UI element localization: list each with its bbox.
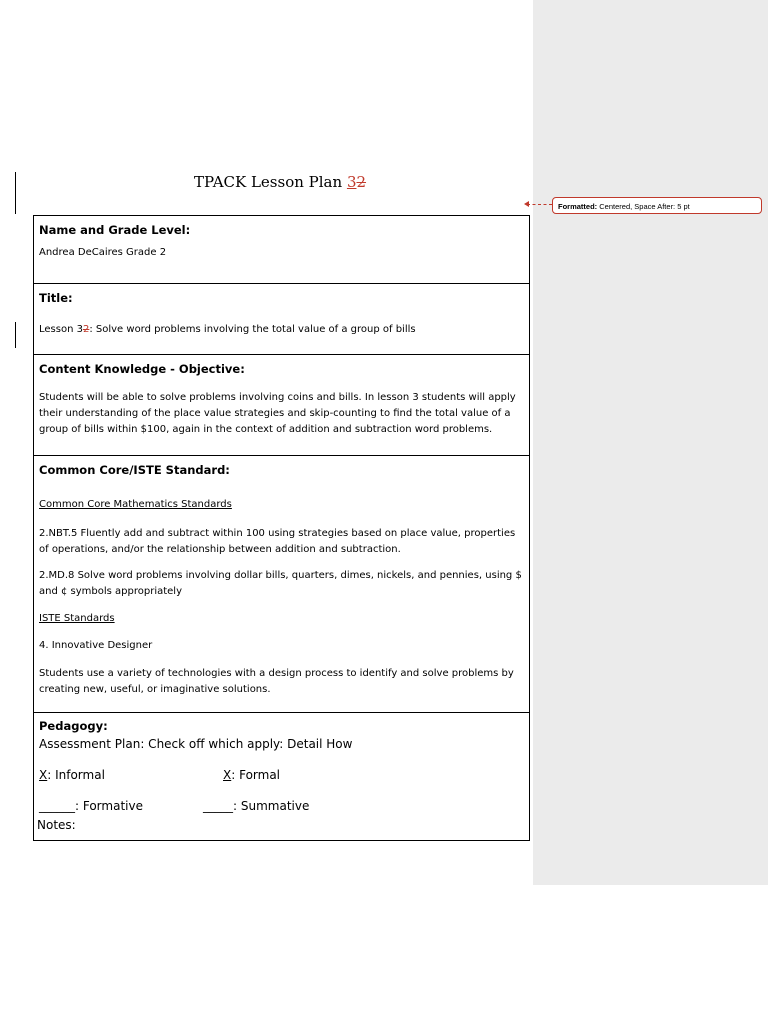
objective-heading: Content Knowledge - Objective:	[39, 362, 245, 376]
formative-option: ______: Formative	[39, 799, 143, 813]
notes-label: Notes:	[37, 818, 76, 832]
assessment-plan-line: Assessment Plan: Check off which apply: Detail How	[39, 737, 353, 751]
change-bar-lesson	[15, 322, 16, 348]
section-standards	[34, 456, 529, 713]
summative-option: _____: Summative	[203, 799, 310, 813]
lesson-plan-table	[33, 215, 530, 841]
name-grade-value: Andrea DeCaires Grade 2	[39, 247, 167, 258]
iste-item: 4. Innovative Designer	[39, 640, 153, 651]
objective-line: their understanding of the place value strategies and skip-counting to find the total value of a	[39, 408, 511, 419]
iste-line: Students use a variety of technologies with a design process to identify and solve problems by	[39, 668, 514, 679]
title-inserted-number: 3	[346, 173, 357, 191]
comment-text: Centered, Space After: 5 pt	[599, 202, 690, 211]
iste-line: creating new, useful, or imaginative solutions.	[39, 684, 271, 695]
md-line: and ¢ symbols appropriately	[39, 586, 183, 597]
comment-margin-pane	[533, 0, 768, 885]
pedagogy-heading: Pedagogy:	[39, 719, 108, 733]
iste-standards-heading: ISTE Standards	[39, 613, 115, 624]
nbt-line: 2.NBT.5 Fluently add and subtract within 100 using strategies based on place value, properties	[39, 528, 516, 539]
title-text: TPACK Lesson Plan	[193, 173, 347, 191]
section-name-grade	[34, 216, 529, 284]
standards-heading: Common Core/ISTE Standard:	[39, 463, 230, 477]
comment-connector	[527, 204, 552, 205]
comment-anchor-arrow	[524, 201, 529, 207]
informal-check-mark: X	[39, 768, 48, 782]
cc-standards-heading: Common Core Mathematics Standards	[39, 499, 232, 510]
objective-line: Students will be able to solve problems involving coins and bills. In lesson 3 students will apply	[39, 392, 516, 403]
formal-check-mark: X	[223, 768, 232, 782]
formal-label: : Formal	[231, 768, 281, 782]
section-objective	[34, 355, 529, 456]
objective-line: group of bills within $100, again in the context of addition and subtraction word problems.	[39, 424, 493, 435]
nbt-line: of operations, and/or the relationship between addition and subtraction.	[39, 544, 401, 555]
lesson-deleted-number: 2	[82, 324, 90, 335]
name-grade-heading: Name and Grade Level:	[39, 223, 191, 237]
format-comment-balloon[interactable]	[552, 197, 762, 214]
title-heading: Title:	[39, 291, 73, 305]
page-title	[0, 173, 560, 191]
title-deleted-number: 2	[356, 173, 367, 191]
lesson-prefix: Lesson 3	[39, 324, 83, 335]
formal-option	[223, 768, 280, 782]
lesson-title-value	[39, 322, 416, 338]
informal-label: : Informal	[47, 768, 105, 782]
section-title	[34, 284, 529, 355]
lesson-suffix: : Solve word problems involving the total value of a group of bills	[89, 324, 416, 335]
informal-option	[39, 768, 105, 782]
section-pedagogy	[34, 713, 529, 840]
md-line: 2.MD.8 Solve word problems involving dollar bills, quarters, dimes, nickels, and pennies, using $	[39, 570, 522, 581]
comment-label: Formatted:	[558, 202, 598, 211]
